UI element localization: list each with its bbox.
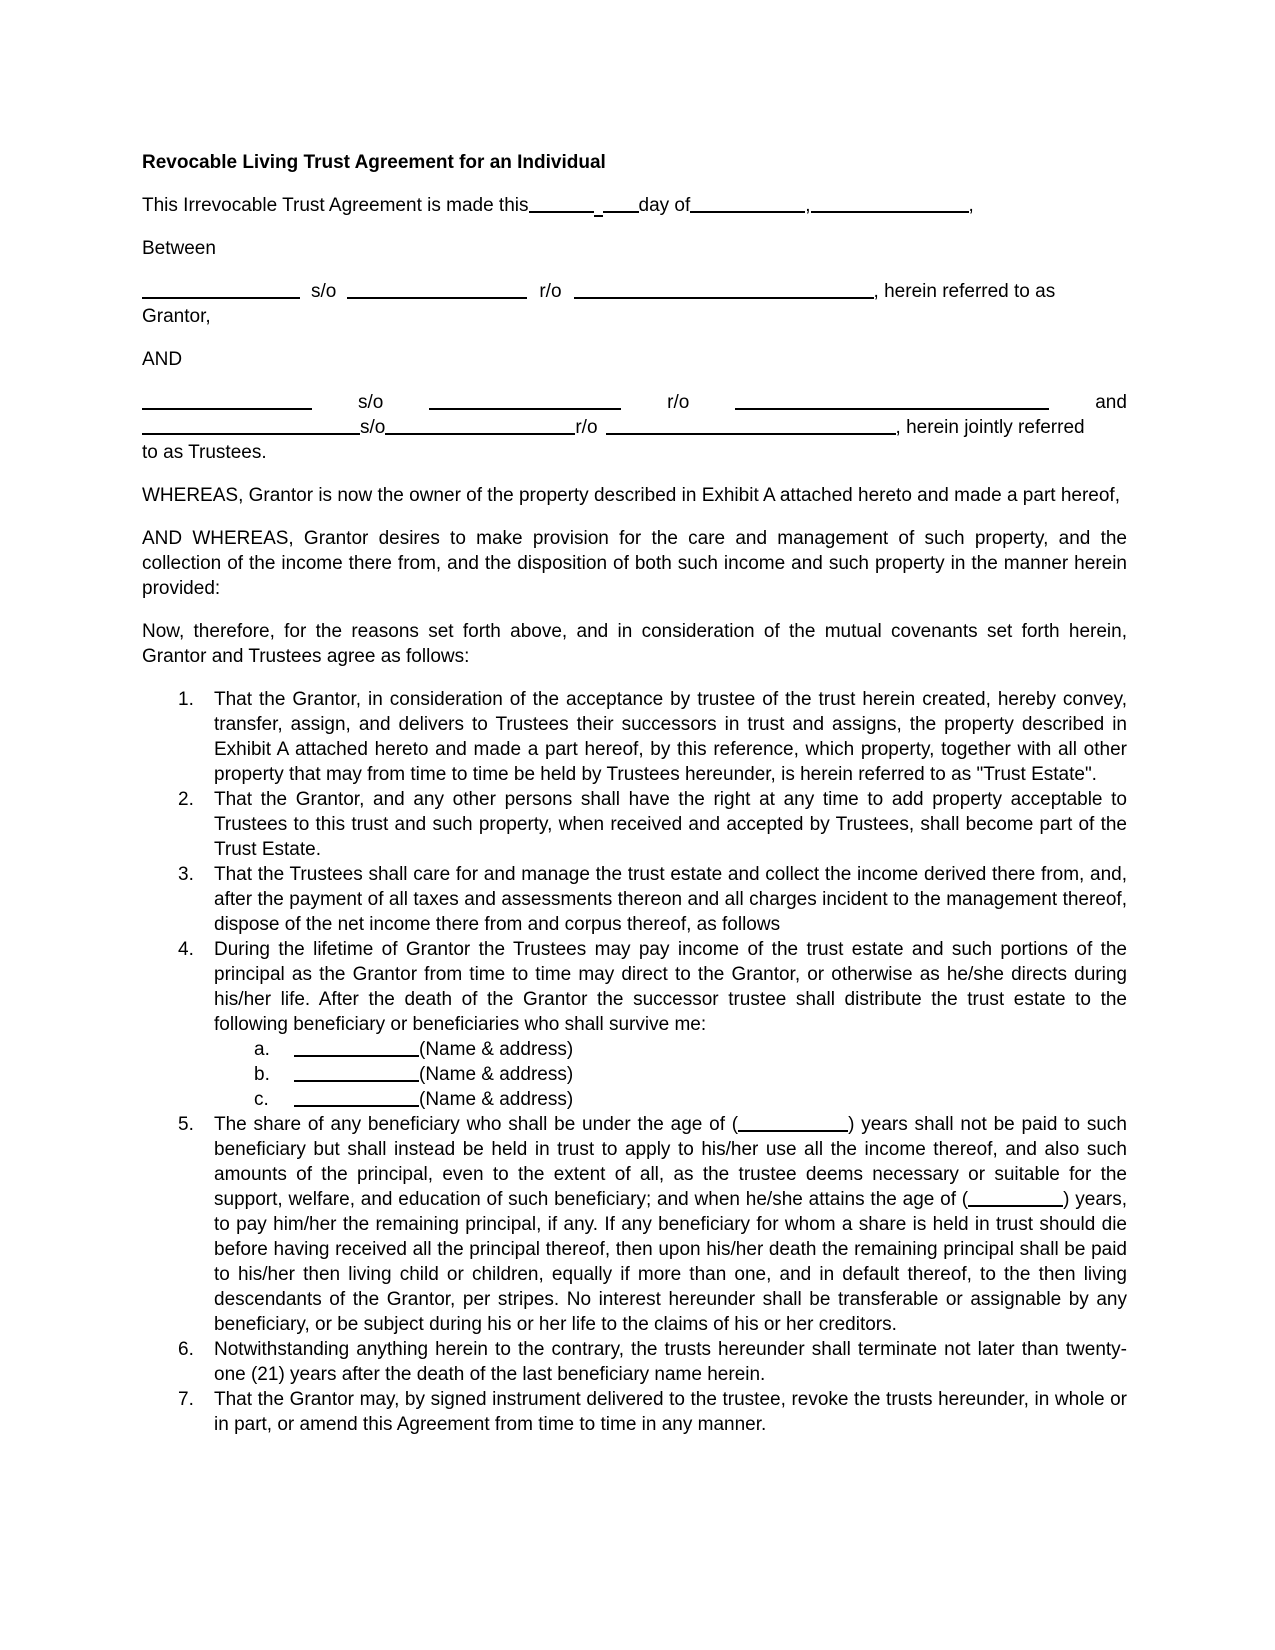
now-therefore-paragraph: Now, therefore, for the reasons set forth above, and in consideration of the mutual covenants set forth herein, Grantor and Trustees agree as follows: <box>142 621 1127 667</box>
clause-5-text-part1: The share of any beneficiary who shall be under the age of ( <box>214 1114 739 1135</box>
grantor-address-blank[interactable] <box>574 294 874 299</box>
date-month-blank[interactable] <box>690 208 805 213</box>
clause-2 <box>142 787 1127 862</box>
intro-date-text: This Irrevocable Trust Agreement is made this <box>142 195 529 216</box>
trustee2-father-name-blank[interactable] <box>385 430 575 435</box>
document-title: Revocable Living Trust Agreement for an Individual <box>142 152 606 173</box>
clause-5-number: 5. <box>178 1114 194 1135</box>
grantor-wrap-label: Grantor, <box>142 306 211 327</box>
beneficiary-c-note: (Name & address) <box>419 1089 574 1110</box>
clause-1 <box>142 687 1127 787</box>
clause-6-text: Notwithstanding anything herein to the contrary, the trusts hereunder shall terminate not later than twenty-one (21) years after the death of the last beneficiary name herein. <box>214 1339 1127 1385</box>
beneficiary-a-name-blank[interactable] <box>294 1052 419 1057</box>
trustee2-name-blank[interactable] <box>142 430 360 435</box>
comma-2: , <box>968 195 974 216</box>
beneficiary-c-label: c. <box>254 1089 269 1110</box>
clause-3-text: That the Trustees shall care for and manage the trust estate and collect the income derived there from, and, after the payment of all taxes and assessments thereon and all charges incident to the management thereof, dispose of the net income there from and corpus thereof, as follows <box>214 864 1127 935</box>
clause-1-number: 1. <box>178 689 194 710</box>
date-day-connector-blank[interactable] <box>594 212 603 217</box>
grantor-ro-label: r/o <box>539 281 562 302</box>
beneficiary-row-b <box>214 1062 1127 1087</box>
clause-7 <box>142 1387 1127 1437</box>
beneficiary-c-name-blank[interactable] <box>294 1102 419 1107</box>
trustee2-line <box>142 415 1127 440</box>
trustee1-ro-label: r/o <box>667 392 690 413</box>
beneficiary-a-label: a. <box>254 1039 270 1060</box>
between-label: Between <box>142 238 216 259</box>
whereas-paragraph: WHEREAS, Grantor is now the owner of the property described in Exhibit A attached hereto and made a part hereof, <box>142 485 1120 506</box>
grantor-line <box>142 279 1127 304</box>
grantor-name-blank[interactable] <box>142 294 300 299</box>
clause-3 <box>142 862 1127 937</box>
trustees-wrap-label: to as Trustees. <box>142 442 267 463</box>
clause-5-text-part2: ) years shall not be paid to such beneficiary but shall instead be held in trust to apply to his/her use all the income thereof, and also such amounts of the principal, even to the extent of all, as the trustee deems necessary or suitable for the support, welfare, and education of such beneficiary; and when he/she attains the age of ( <box>214 1114 1128 1210</box>
attainment-age-blank[interactable] <box>968 1202 1063 1207</box>
clause-3-number: 3. <box>178 864 194 885</box>
clause-5 <box>142 1112 1127 1337</box>
trustee1-so-label: s/o <box>357 392 384 413</box>
trustee2-line-suffix: , herein jointly referred <box>895 417 1085 438</box>
day-of-label: day of <box>638 195 691 216</box>
beneficiary-b-name-blank[interactable] <box>294 1077 419 1082</box>
and-separator: AND <box>142 349 183 370</box>
clause-2-number: 2. <box>178 789 194 810</box>
grantor-father-name-blank[interactable] <box>347 294 527 299</box>
beneficiary-a-note: (Name & address) <box>419 1039 574 1060</box>
beneficiary-b-label: b. <box>254 1064 270 1085</box>
date-year-blank[interactable] <box>811 208 969 213</box>
intro-date-line <box>142 193 1127 218</box>
date-day2-blank[interactable] <box>603 208 639 213</box>
grantor-so-label: s/o <box>311 281 337 302</box>
date-day-blank[interactable] <box>529 208 594 213</box>
clause-6-number: 6. <box>178 1339 194 1360</box>
trustee1-and-label: and <box>1095 392 1127 413</box>
clause-6 <box>142 1337 1127 1387</box>
trustee1-line <box>142 390 1127 415</box>
clause-1-text: That the Grantor, in consideration of the acceptance by trustee of the trust herein created, hereby convey, transfer, assign, and delivers to Trustees their successors in trust and assigns, the property described in Exhibit A attached hereto and made a part hereof, by this reference, which property, together with all other property that may from time to time be held by Trustees hereunder, is herein referred to as "Trust Estate". <box>214 689 1127 785</box>
beneficiary-b-note: (Name & address) <box>419 1064 574 1085</box>
agreement-clauses-list <box>142 687 1127 1437</box>
clause-5-text-part3: ) years, to pay him/her the remaining principal, if any. If any beneficiary for whom a share is held in trust should die before having received all the principal thereof, then upon his/her death the remaining principal shall be paid to his/her then living child or children, equally if more than one, and in default thereof, to the then living descendants of the Grantor, per stripes. No interest hereunder shall be transferable or assignable by any beneficiary, or be subject during his or her life to the claims of his or her creditors. <box>214 1189 1127 1335</box>
clause-4-body <box>214 937 1127 1112</box>
comma-1: , <box>805 195 811 216</box>
trustee2-address-blank[interactable] <box>606 430 896 435</box>
clause-4 <box>142 937 1127 1112</box>
clause-4-text: During the lifetime of Grantor the Trustees may pay income of the trust estate and such portions of the principal as the Grantor from time to time may direct to the Grantor, or otherwise as he/she directs during his/her life. After the death of the Grantor the successor trustee shall distribute the trust estate to the following beneficiary or beneficiaries who shall survive me: <box>214 939 1127 1035</box>
beneficiary-row-a <box>214 1037 1127 1062</box>
beneficiary-row-c <box>214 1087 1127 1112</box>
trustee1-father-name-blank[interactable] <box>429 405 621 410</box>
trustee2-ro-label: r/o <box>575 417 598 438</box>
and-whereas-paragraph: AND WHEREAS, Grantor desires to make provision for the care and management of such property, and the collection of the income there from, and the disposition of both such income and such property in the manner herein provided: <box>142 528 1127 599</box>
clause-2-text: That the Grantor, and any other persons shall have the right at any time to add property acceptable to Trustees to this trust and such property, when received and accepted by Trustees, shall become part of the Trust Estate. <box>214 789 1127 860</box>
trustee2-so-label: s/o <box>360 417 386 438</box>
trustee1-address-blank[interactable] <box>735 405 1049 410</box>
clause-5-body <box>214 1112 1127 1337</box>
clause-4-number: 4. <box>178 939 194 960</box>
clause-7-text: That the Grantor may, by signed instrument delivered to the trustee, revoke the trusts hereunder, in whole or in part, or amend this Agreement from time to time in any manner. <box>214 1389 1127 1435</box>
trustee1-name-blank[interactable] <box>142 405 312 410</box>
clause-7-number: 7. <box>178 1389 194 1410</box>
grantor-line-suffix: , herein referred to as <box>873 281 1056 302</box>
minor-age-blank[interactable] <box>738 1127 848 1132</box>
